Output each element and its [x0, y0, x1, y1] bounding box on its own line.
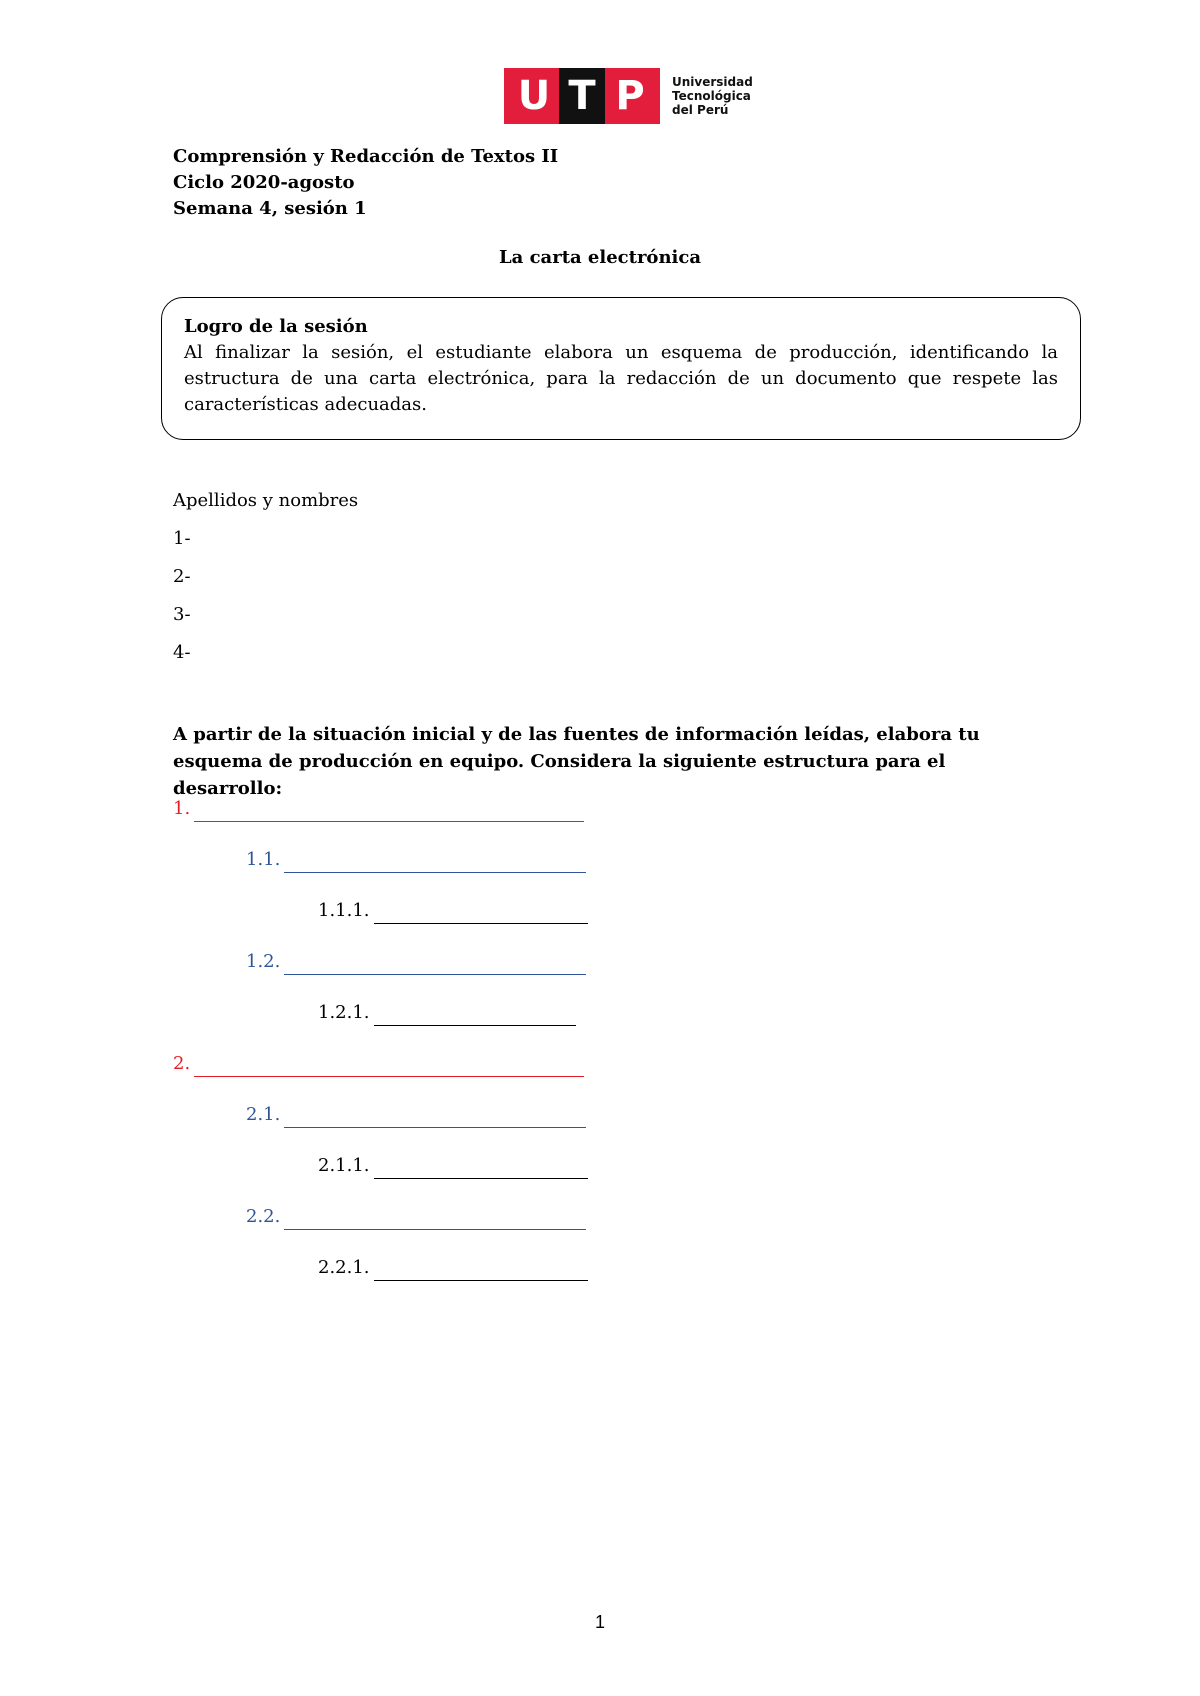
- course-week: Semana 4, sesión 1: [173, 198, 367, 219]
- outline-item: [246, 1204, 586, 1230]
- logo-letter-u: U: [517, 73, 551, 119]
- outline-item: [246, 1102, 586, 1128]
- outline-blank-line[interactable]: [374, 905, 588, 924]
- outline-number: 2.2.: [246, 1206, 281, 1227]
- session-goal-text: Al finalizar la sesión, el estudiante elabora un esquema de producción, identificando la estructura de una carta electrónica, para la redacción de un documento que respete las características adecuadas.: [184, 342, 1058, 415]
- logo-mark: [504, 68, 660, 124]
- logo-university-name: [672, 75, 753, 117]
- outline-blank-line[interactable]: [374, 1007, 576, 1026]
- outline-blank-line[interactable]: [194, 803, 584, 822]
- logo-letter-t: T: [559, 68, 605, 124]
- outline-item: [246, 949, 586, 975]
- outline-item: [318, 1255, 588, 1281]
- outline-item: [246, 847, 586, 873]
- member-line[interactable]: 2-: [173, 566, 191, 587]
- utp-logo: [504, 68, 753, 124]
- outline-item: [173, 796, 584, 822]
- instruction-text: A partir de la situación inicial y de las fuentes de información leídas, elabora tu esquema de producción en equipo. Considera la siguiente estructura para el desarrollo:: [173, 724, 980, 799]
- outline-blank-line[interactable]: [284, 1211, 586, 1230]
- members-label: Apellidos y nombres: [173, 490, 359, 511]
- course-name: Comprensión y Redacción de Textos II: [173, 146, 559, 167]
- outline-blank-line[interactable]: [284, 1109, 586, 1128]
- outline-number: 1.2.: [246, 951, 281, 972]
- session-goal-heading: Logro de la sesión: [184, 316, 368, 337]
- outline-number: 2.: [173, 1053, 191, 1074]
- outline-blank-line[interactable]: [374, 1160, 588, 1179]
- member-line[interactable]: 3-: [173, 604, 191, 625]
- session-goal-box: [161, 297, 1081, 440]
- outline-item: [318, 1000, 576, 1026]
- logo-letter-p: P: [615, 73, 645, 119]
- outline-item: [318, 898, 588, 924]
- outline-number: 2.2.1.: [318, 1257, 370, 1278]
- outline-item: [173, 1051, 584, 1077]
- outline-number: 1.1.: [246, 849, 281, 870]
- outline-number: 2.1.: [246, 1104, 281, 1125]
- outline-number: 2.1.1.: [318, 1155, 370, 1176]
- outline-blank-line[interactable]: [284, 956, 586, 975]
- document-title: La carta electrónica: [499, 247, 701, 268]
- outline-blank-line[interactable]: [194, 1058, 584, 1077]
- logo-name-line: del Perú: [672, 103, 729, 117]
- member-line[interactable]: 4-: [173, 642, 191, 663]
- logo-name-line: Universidad: [672, 75, 753, 89]
- outline-item: [318, 1153, 588, 1179]
- outline-number: 1.2.1.: [318, 1002, 370, 1023]
- outline-blank-line[interactable]: [374, 1262, 588, 1281]
- logo-name-line: Tecnológica: [672, 89, 751, 103]
- outline-blank-line[interactable]: [284, 854, 586, 873]
- course-cycle: Ciclo 2020-agosto: [173, 172, 355, 193]
- page-number: 1: [594, 1612, 605, 1632]
- member-line[interactable]: 1-: [173, 528, 191, 549]
- outline-number: 1.: [173, 798, 191, 819]
- outline-number: 1.1.1.: [318, 900, 370, 921]
